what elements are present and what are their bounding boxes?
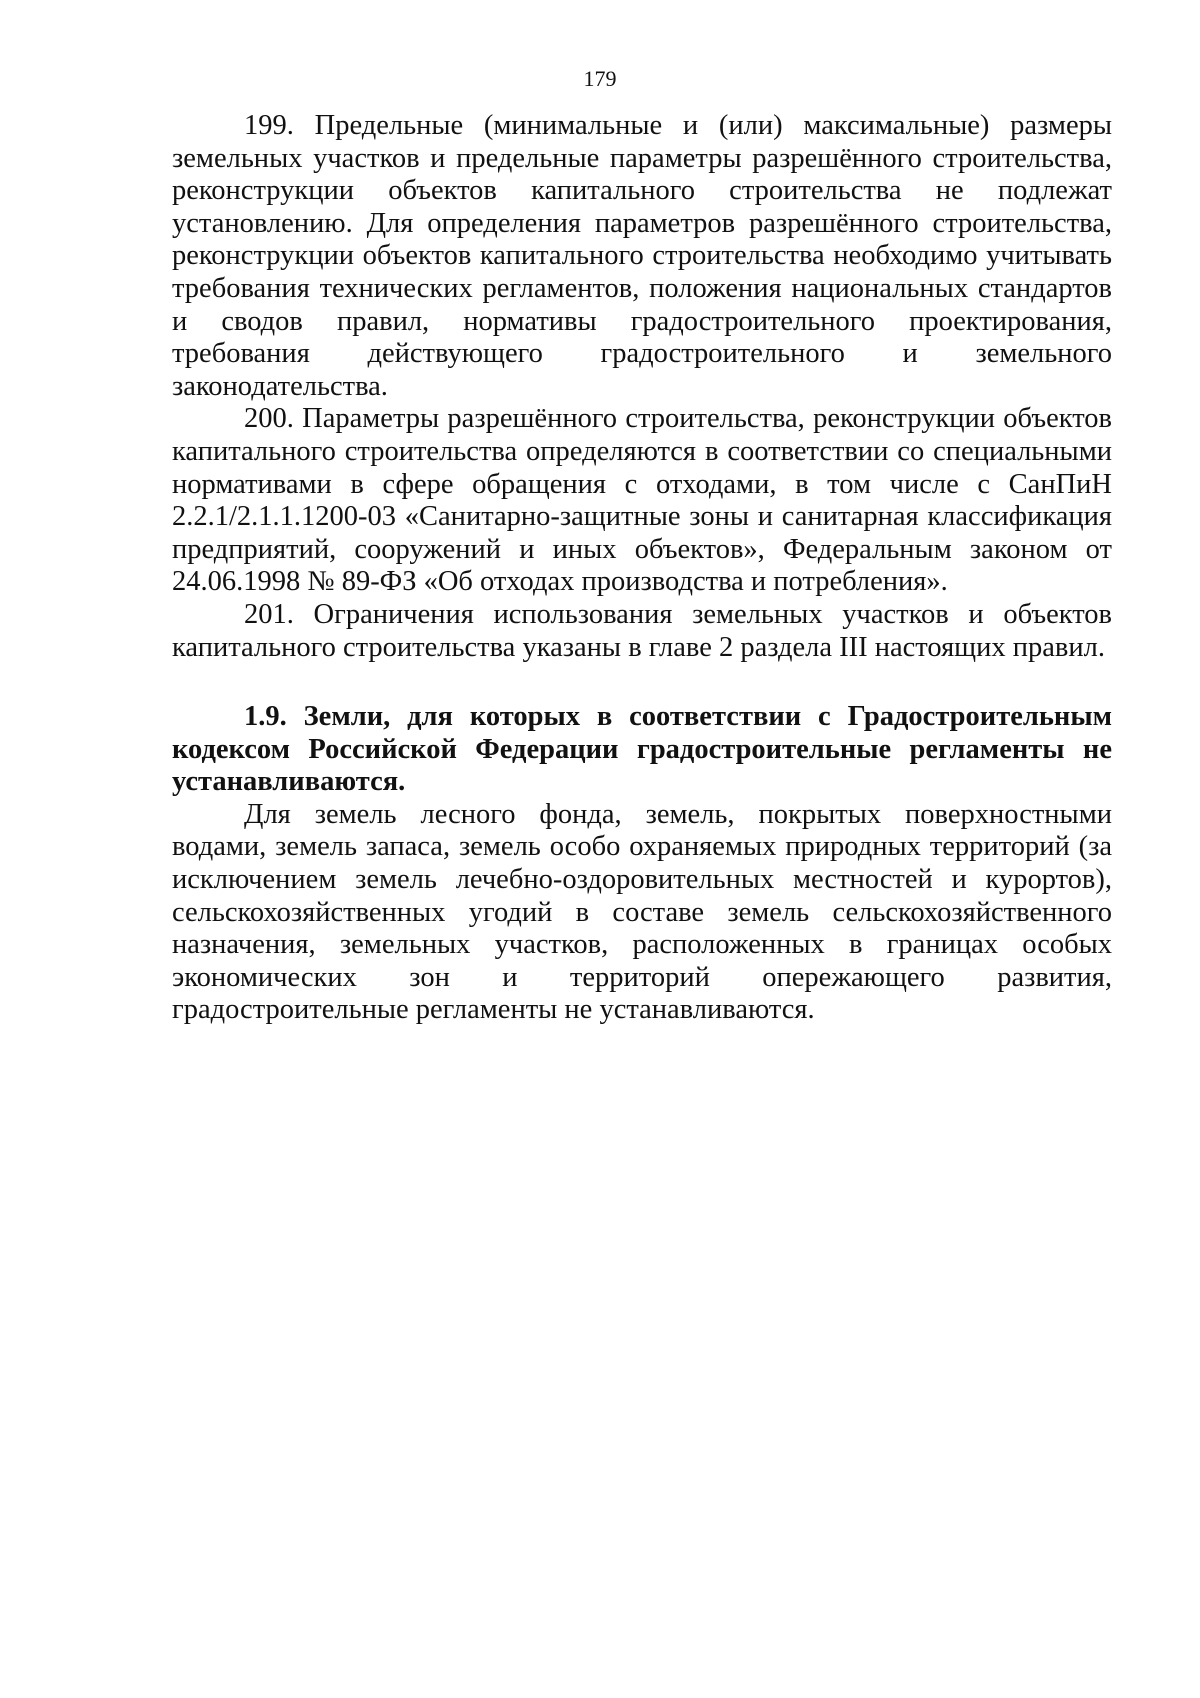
section-heading: 1.9. Земли, для которых в соответствии с Градостроительным кодексом Российской Федерации градостроительные регламенты не устанавливаются. <box>172 701 1112 798</box>
document-body <box>172 110 1112 1027</box>
paragraph-199: 199. Предельные (минимальные и (или) максимальные) размеры земельных участков и предельные параметры разрешённого строительства, реконструкции объектов капитального строительства не подлежат установлению. Для определения параметров разрешённого строительства, реконструкции объектов капитального строительства необходимо учитывать требования технических регламентов, положения национальных стандартов и сводов правил, нормативы градостроительного проектирования, требования действующего градостроительного и земельного законодательства. <box>172 110 1112 402</box>
paragraph-200: 200. Параметры разрешённого строительства, реконструкции объектов капитального строительства определяются в соответствии со специальными нормативами в сфере обращения с отходами, в том числе с СанПиН 2.2.1/2.1.1.1200-03 «Санитарно-защитные зоны и санитарная классификация предприятий, сооружений и иных объектов», Федеральным законом от 24.06.1998 № 89-ФЗ «Об отходах производства и потребления». <box>172 403 1112 598</box>
page-number: 179 <box>583 66 617 91</box>
section-body-paragraph: Для земель лесного фонда, земель, покрытых поверхностными водами, земель запаса, земель особо охраняемых природных территорий (за исключением земель лечебно-оздоровительных местностей и курортов), сельскохозяйственных угодий в составе земель сельскохозяйственного назначения, земельных участков, расположенных в границах особых экономических зон и территорий опережающего развития, градостроительные регламенты не устанавливаются. <box>172 798 1112 1026</box>
paragraph-201: 201. Ограничения использования земельных участков и объектов капитального строительства указаны в главе 2 раздела III настоящих правил. <box>172 598 1112 663</box>
